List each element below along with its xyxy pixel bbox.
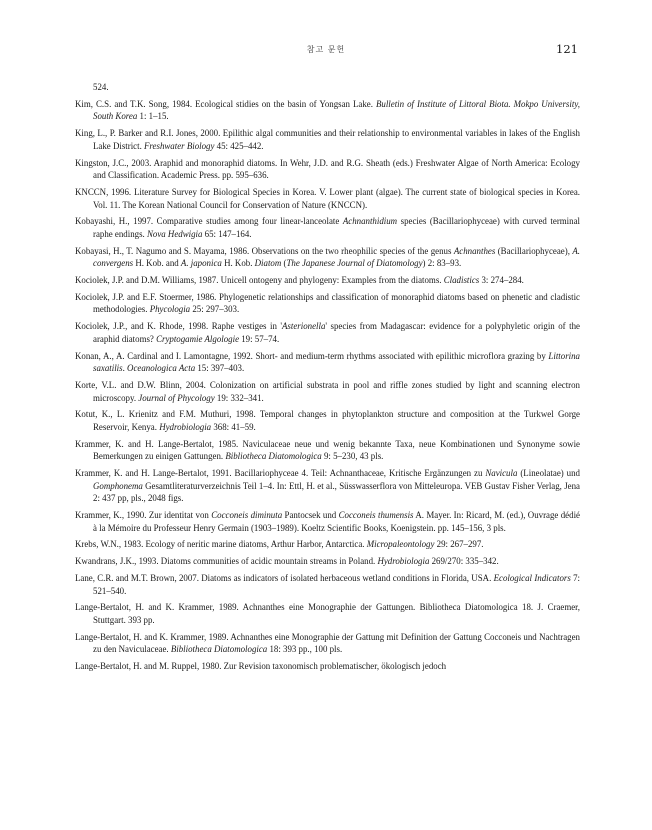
- text-segment: Kociolek, J.P. and D.M. Williams, 1987. Unicell ontogeny and phylogeny: Examples from the diatoms.: [75, 275, 444, 286]
- reference-entry: [75, 438, 580, 463]
- text-segment: A. Mayer. In: Ricard, M. (ed.), Ouvrage dédié à la Mémoire du Professeur Henry Germain (1903–1989). Koeltz Scientific Books, Koenigstein. pp. 145–156, 3 pls.: [93, 510, 580, 533]
- text-segment: 29: 267–297.: [434, 539, 484, 550]
- text-segment: Kwandrans, J.K., 1993. Diatoms communities of acidic mountain streams in Poland.: [75, 556, 378, 567]
- text-segment: Krebs, W.N., 1983. Ecology of neritic marine diatoms, Arthur Harbor, Antarctica.: [75, 539, 367, 550]
- text-segment: 524.: [93, 82, 109, 92]
- reference-entry: [75, 509, 580, 534]
- text-segment: ' species from Madagascar: evidence for a polyphyletic origin of the araphid diatoms?: [93, 321, 580, 344]
- reference-entry: [75, 572, 580, 597]
- reference-entry: [75, 631, 580, 656]
- reference-entry: [75, 98, 580, 123]
- italic-text: Asterionella: [282, 321, 326, 332]
- text-segment: 1: 1–15.: [137, 111, 169, 122]
- italic-text: Bibliotheca Diatomologica: [170, 644, 268, 655]
- text-segment: Lange-Bertalot, H. and M. Ruppel, 1980. Zur Revision taxonomisch problematischer, ökologisch jedoch: [75, 661, 447, 672]
- italic-text: Cocconeis thumensis: [338, 510, 414, 521]
- text-segment: Krammer, K. and H. Lange-Bertalot, 1985. Naviculaceae neue und wenig bekannte Taxa, neue Kombinationen und Synonyme sowie Bemerkungen zu einigen Gattungen.: [75, 438, 580, 462]
- italic-text: The Japanese Journal of Diatomology: [286, 258, 423, 269]
- italic-text: Freshwater Biology: [144, 140, 215, 151]
- page-number: 121: [556, 42, 578, 56]
- text-segment: Kotut, K., L. Krienitz and F.M. Muthuri, 1998. Temporal changes in phytoplankton structure and composition at the Turkwel Gorge Reservoir, Kenya.: [75, 409, 580, 432]
- text-segment: Lange-Bertalot, H. and K. Krammer, 1989. Achnanthes eine Monographie der Gattung mit Definition der Gattung Cocconeis und Nachtragen zu den Naviculaceae.: [75, 631, 580, 655]
- italic-text: A. japonica: [180, 258, 222, 269]
- reference-entry: [75, 157, 580, 182]
- text-segment: KNCCN, 1996. Literature Survey for Biological Species in Korea. V. Lower plant (algae). The current state of biological species in Korea. Vol. 11. The Korean National Council for Conservation of Nature (KNCCN).: [75, 186, 580, 210]
- running-title: 참고 문헌: [306, 45, 346, 54]
- text-segment: King, L., P. Barker and R.I. Jones, 2000. Epilithic algal communities and their relationship to environmental variables in lakes of the English Lake District.: [75, 128, 580, 151]
- reference-entry: [75, 245, 580, 270]
- text-segment: Gesamtliteraturverzeichnis Teil 1–4. In: Ettl, H. et al., Süsswasserflora von Mitteleuropa. VEB Gustav Fisher Verlag, Jena 2: 437 pp, pls., 2048 figs.: [93, 480, 580, 504]
- italic-text: Hydrobiologia: [159, 421, 212, 432]
- italic-text: Bibliotheca Diatomologica: [225, 451, 322, 462]
- text-segment: 45: 425–442.: [214, 140, 264, 151]
- italic-text: Cryptogamie Algologie: [156, 333, 240, 344]
- text-segment: Lange-Bertalot, H. and K. Krammer, 1989. Achnanthes eine Monographie der Gattungen. Bibliotheca Diatomologica 18. J. Craemer, Stuttgart. 393 pp.: [75, 602, 580, 625]
- text-segment: Kobayashi, H., 1997. Comparative studies among four linear-lanceolate: [75, 216, 343, 227]
- text-segment: Lane, C.R. and M.T. Brown, 2007. Diatoms as indicators of isolated herbaceous wetland conditions in Florida, USA.: [75, 572, 494, 583]
- reference-entry: [75, 320, 580, 345]
- text-segment: 18: 393 pp., 100 pls.: [267, 644, 343, 655]
- reference-entry: [75, 291, 580, 316]
- italic-text: Hydrobiologia: [377, 556, 430, 567]
- text-segment: Korte, V.L. and D.W. Blinn, 2004. Colonization on artificial substrata in pool and riffle zones studied by light and scanning electron microscopy.: [75, 379, 580, 403]
- reference-entry: [75, 467, 580, 505]
- italic-text: Nova Hedwigia: [146, 228, 203, 239]
- text-segment: 3: 274–284.: [479, 275, 524, 286]
- text-segment: species (Bacillariophyceae) with curved terminal raphe endings.: [93, 216, 580, 239]
- italic-text: Phycologia: [149, 304, 191, 315]
- text-segment: Kobayasi, H., T. Nagumo and S. Mayama, 1986. Observations on the two rheophilic species of the genus: [75, 245, 454, 256]
- reference-entry: [75, 538, 580, 551]
- italic-text: Littorina saxatilis: [93, 350, 580, 374]
- text-segment: Krammer, K. and H. Lange-Bertalot, 1991. Bacillariophyceae 4. Teil: Achnanthaceae, Kritische Ergänzungen zu: [75, 468, 486, 479]
- reference-entry: [75, 186, 580, 211]
- italic-text: Gomphonema: [93, 480, 143, 491]
- text-segment: 15: 397–403.: [195, 363, 245, 374]
- text-segment: Kim, C.S. and T.K. Song, 1984. Ecological stidies on the basin of Yongsan Lake.: [75, 98, 376, 109]
- text-segment: Kingston, J.C., 2003. Araphid and monoraphid diatoms. In Wehr, J.D. and R.G. Sheath (eds.) Freshwater Algae of North America: Ecology and Classification. Academic Press. pp. 595–636.: [75, 157, 580, 181]
- reference-entry: [75, 127, 580, 152]
- reference-entry: [75, 408, 580, 433]
- text-segment: H. Kob.: [221, 258, 255, 269]
- italic-text: Ecological Indicators: [493, 572, 571, 583]
- text-segment: 269/270: 335–342.: [429, 556, 499, 567]
- text-segment: (Lineolatae) und: [517, 468, 580, 479]
- italic-text: Cocconeis diminuta: [211, 510, 283, 521]
- italic-text: Oceanologica Acta: [127, 363, 196, 374]
- text-segment: .: [122, 363, 128, 374]
- page-header: [0, 44, 652, 60]
- reference-entry: [75, 555, 580, 568]
- reference-entry: [75, 350, 580, 375]
- italic-text: Achnanthes: [453, 245, 496, 256]
- reference-list: [75, 81, 580, 677]
- text-segment: Kociolek, J.P. and E.F. Stoermer, 1986. Phylogenetic relationships and classification of monoraphid diatoms based on phenetic and cladistic methodologies.: [75, 291, 580, 315]
- reference-entry: [75, 660, 580, 673]
- italic-text: Micropaleontology: [366, 539, 435, 550]
- italic-text: A. convergens: [93, 245, 580, 269]
- text-segment: (: [281, 258, 287, 269]
- italic-text: Diatom: [254, 258, 282, 269]
- italic-text: Achnanthidium: [342, 216, 398, 227]
- text-segment: Konan, A., A. Cardinal and I. Lamontagne, 1992. Short- and medium-term rhythms associated with epilithic microflora grazing by: [75, 350, 549, 361]
- italic-text: Navicula: [485, 468, 518, 479]
- reference-entry: [75, 274, 580, 287]
- text-segment: (Bacillariophyceae),: [495, 245, 573, 256]
- text-segment: 9: 5–230, 43 pls.: [321, 451, 384, 462]
- italic-text: Journal of Phycology: [138, 392, 215, 403]
- text-segment: H. Kob. and: [133, 258, 181, 269]
- text-segment: 65: 147–164.: [202, 228, 252, 239]
- text-segment: 19: 332–341.: [214, 392, 264, 403]
- italic-text: Cladistics: [443, 275, 480, 286]
- reference-entry: [75, 601, 580, 626]
- reference-entry: [75, 215, 580, 240]
- reference-entry: [75, 379, 580, 404]
- text-segment: 368: 41–59.: [211, 421, 256, 432]
- italic-text: Bulletin of Institute of Littoral Biota. Mokpo University, South Korea: [93, 98, 580, 122]
- text-segment: 25: 297–303.: [190, 304, 240, 315]
- reference-continuation: [75, 81, 580, 94]
- text-segment: ) 2: 83–93.: [422, 258, 462, 269]
- text-segment: 7: 521–540.: [93, 572, 581, 596]
- text-segment: Kociolek, J.P., and K. Rhode, 1998. Raphe vestiges in ': [75, 321, 283, 332]
- text-segment: Pantocsek und: [282, 510, 339, 521]
- text-segment: Krammer, K., 1990. Zur identitat von: [75, 510, 212, 521]
- text-segment: 19: 57–74.: [239, 333, 280, 344]
